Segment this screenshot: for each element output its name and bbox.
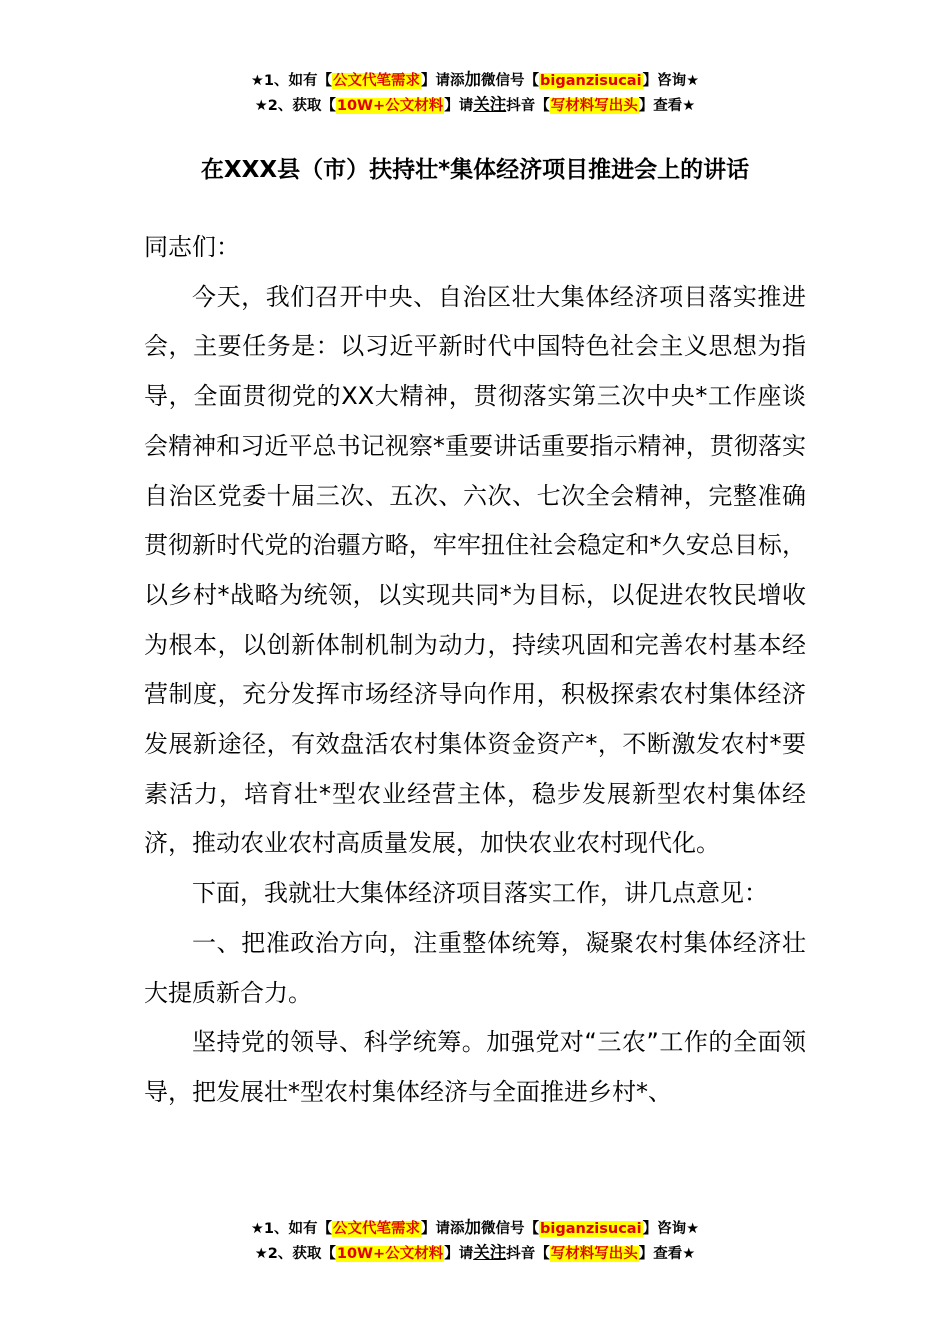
- highlight-douyin-account: 写材料写出头: [550, 98, 638, 114]
- highlight-service: 公文代笔需求: [333, 1221, 421, 1237]
- banner-text: 】查看★: [638, 1246, 696, 1262]
- banner-line-1: [0, 1216, 950, 1241]
- banner-emphasis: 关注: [473, 1243, 507, 1262]
- banner-text: 】咨询★: [642, 73, 700, 89]
- banner-text: ★2、获取【: [254, 1246, 336, 1262]
- banner-text: 微信号【: [481, 1221, 540, 1237]
- banner-text: ★1、如有【: [250, 1221, 333, 1237]
- document-body: [144, 223, 806, 1118]
- banner-text: 】请: [444, 1246, 474, 1262]
- banner-line-1: [0, 68, 950, 93]
- banner-text: 】请添: [421, 1221, 465, 1237]
- highlight-materials: 10W+公文材料: [336, 1246, 444, 1262]
- banner-text: 抖音【: [506, 1246, 550, 1262]
- highlight-wechat-id: biganzisucai: [540, 1221, 642, 1237]
- banner-emphasis: 关注: [473, 95, 507, 114]
- footer-banner: [0, 1216, 950, 1266]
- banner-emphasis: 加: [464, 70, 482, 89]
- banner-emphasis: 加: [464, 1218, 482, 1237]
- banner-text: 】请: [444, 98, 474, 114]
- banner-text: 】查看★: [638, 98, 696, 114]
- banner-line-2: [0, 1241, 950, 1266]
- banner-text: ★1、如有【: [250, 73, 333, 89]
- banner-text: 微信号【: [481, 73, 540, 89]
- salutation: 同志们：: [144, 233, 240, 261]
- highlight-wechat-id: biganzisucai: [540, 73, 642, 89]
- banner-text: 】请添: [421, 73, 465, 89]
- banner-line-2: [0, 93, 950, 118]
- highlight-service: 公文代笔需求: [333, 73, 421, 89]
- document-title: 在XXX县（市）扶持壮*集体经济项目推进会上的讲话: [200, 157, 750, 183]
- paragraph: 下面，我就壮大集体经济项目落实工作，讲几点意见：: [192, 879, 768, 908]
- paragraph: 坚持党的领导、科学统筹。加强党对“三农”工作的全面领导，把发展壮*型农村集体经济与全面推进乡村*、: [144, 1028, 806, 1106]
- section-heading: 一、把准政治方向，注重整体统筹，凝聚农村集体经济壮大提质新合力。: [144, 928, 806, 1007]
- banner-text: ★2、获取【: [254, 98, 336, 114]
- highlight-douyin-account: 写材料写出头: [550, 1246, 638, 1262]
- header-banner: [0, 68, 950, 118]
- paragraph: 今天，我们召开中央、自治区壮大集体经济项目落实推进会，主要任务是：以习近平新时代中国特色社会主义思想为指导，全面贯彻党的XX大精神，贯彻落实第三次中央*工作座谈会精神和习近平总书记视察*重要讲话重要指示精神，贯彻落实自治区党委十届三次、五次、六次、七次全会精神，完整准确贯彻新时代党的治疆方略，牢牢扭住社会稳定和*久安总目标，以乡村*战略为统领，以实现共同*为目标，以促进农牧民增收为根本，以创新体制机制为动力，持续巩固和完善农村基本经营制度，充分发挥市场经济导向作用，积极探索农村集体经济发展新途径，有效盘活农村集体资金资产*，不断激发农村*要素活力，培育壮*型农业经营主体，稳步发展新型农村集体经济，推动农业农村高质量发展，加快农业农村现代化。: [144, 282, 806, 858]
- banner-text: 】咨询★: [642, 1221, 700, 1237]
- banner-text: 抖音【: [506, 98, 550, 114]
- highlight-materials: 10W+公文材料: [336, 98, 444, 114]
